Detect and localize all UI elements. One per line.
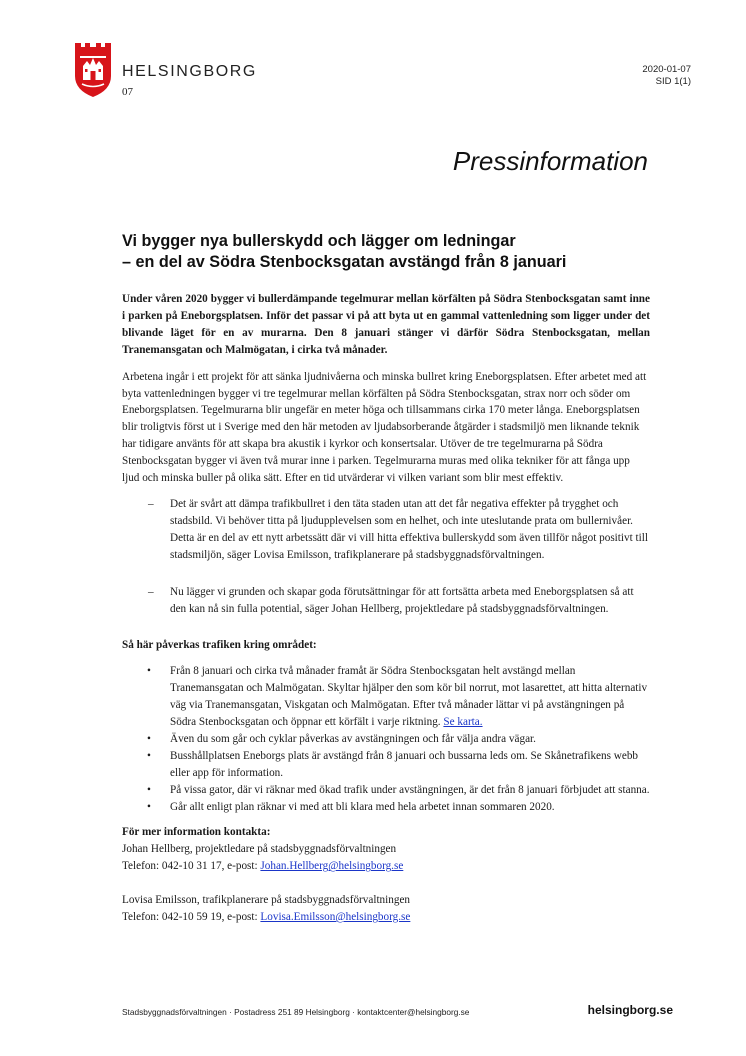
bullet-icon: •	[147, 732, 151, 745]
email-link[interactable]: Lovisa.Emilsson@helsingborg.se	[260, 911, 411, 924]
email-link[interactable]: Johan.Hellberg@helsingborg.se	[260, 860, 404, 873]
list-item-text: Går allt enligt plan räknar vi med att bli klara med hela arbetet innan sommaren 2020.	[170, 800, 555, 813]
traffic-list	[122, 663, 650, 815]
crest-icon	[74, 42, 112, 98]
list-item-text: Från 8 januari och cirka två månader framåt är Södra Stenbocksgatan helt avstängd mellan Tranemansgatan och Malmögatan. Skyltar hjälper den som kör bil norrut, mot lasarettet, att hitta alternativ väg via Tranemansgatan, Viskgatan och Malmögatan. Efter två månader lättar vi på avstängningen på Södra Stenbocksgatan och öppnar ett körfält i varje riktning.	[170, 665, 648, 729]
contact-name: Johan Hellberg, projektledare på stadsbyggnadsförvaltningen	[122, 843, 397, 856]
bullet-icon: •	[147, 665, 151, 678]
bullet-icon: •	[147, 783, 151, 796]
list-item-text: Även du som går och cyklar påverkas av avstängningen och får välja andra vägar.	[170, 732, 536, 745]
page-indicator: SID 1(1)	[655, 76, 691, 87]
headline-line-2: – en del av Södra Stenbocksgatan avstängd från 8 januari	[122, 253, 567, 271]
quote-dash: –	[148, 585, 154, 598]
quote-item	[122, 496, 650, 564]
contact-block	[122, 824, 650, 926]
quote-text: Nu lägger vi grunden och skapar goda förutsättningar för att fortsätta arbeta med Eneborgsplatsen så att den kan nå sin fulla potential, säger Johan Hellberg, projektledare på stadsbyggnadsförvaltningen.	[170, 585, 634, 615]
contact-phone-line	[122, 909, 650, 926]
list-item	[122, 731, 650, 748]
brand-name: HELSINGBORG	[122, 63, 257, 80]
contact-heading: För mer information kontakta:	[122, 826, 271, 839]
document-meta	[642, 64, 691, 88]
list-item-text: Busshållplatsen Eneborgs plats är avstängd från 8 januari och bussarna leds om. Se Skånetrafikens webb eller app för information.	[170, 749, 639, 779]
list-item	[122, 799, 650, 816]
lead-paragraph: Under våren 2020 bygger vi bullerdämpande tegelmurar mellan körfälten på Södra Stenbocksgatan samt inne i parken på Eneborgsplatsen. Inför det passar vi på att byta ut en gammal vattenledning som ligger under det blivande läget för en av murarna. Den 8 januari stänger vi därför Södra Stenbocksgatan, mellan Tranemansgatan och Malmögatan, i cirka två månader.	[122, 293, 650, 356]
list-item	[122, 663, 650, 731]
headline	[122, 231, 662, 273]
headline-line-1: Vi bygger nya bullerskydd och lägger om ledningar	[122, 232, 516, 250]
list-item	[122, 748, 650, 782]
contact-phone: Telefon: 042-10 59 19, e-post:	[122, 911, 261, 924]
quote-item	[122, 584, 650, 618]
city-crest-logo	[74, 42, 112, 98]
document-date: 2020-01-07	[642, 64, 691, 75]
contact-phone: Telefon: 042-10 31 17, e-post:	[122, 860, 261, 873]
article-body	[122, 291, 650, 926]
bullet-icon: •	[147, 749, 151, 762]
list-item	[122, 782, 650, 799]
quote-text: Det är svårt att dämpa trafikbullret i den täta staden utan att det får negativa effekter på trygghet och stadsbild. Vi behöver titta på ljudupplevelsen som en helhet, och inte uteslutande prata om bullernivåer. Detta är en del av ett nytt arbetssätt där vi vill hitta effektiva bullerskydd som även tillför något positivt till stadsmiljön, säger Lovisa Emilsson, trafikplanerare på stadsbyggnadsförvaltningen.	[170, 497, 648, 561]
quote-dash: –	[148, 497, 154, 510]
traffic-heading: Så här påverkas trafiken kring området:	[122, 639, 317, 652]
list-item-text: På vissa gator, där vi räknar med ökad trafik under avstängningen, är det från 8 januari förbjudet att stanna.	[170, 783, 650, 796]
map-link[interactable]: Se karta.	[443, 716, 483, 729]
contact-name: Lovisa Emilsson, trafikplanerare på stadsbyggnadsförvaltningen	[122, 894, 411, 907]
body-paragraph: Arbetena ingår i ett projekt för att sänka ljudnivåerna och minska bullret kring Eneborgsplatsen. Efter arbetet med att byta vattenledningen bygger vi tre tegelmurar mellan körfälten på Södra Stenbocksgatan, strax norr och söder om Eneborgsplatsen. Tegelmurarna blir ungefär en meter höga och tillsammans cirka 170 meter långa. Eneborgsplatsen blir troligtvis först ut i Sverige med den här metoden av ljudabsorberande åtgärder i stadsmiljö men liknande teknik har tidigare använts för att skapa bra akustik i kyrkor och konsertsalar. Utöver de tre tegelmurarna på Södra Stenbocksgatan bygger vi även två murar inne i parken. Tegelmurarna muras med olika tekniker för att fånga upp ljud och minska buller på olika sätt. Efter en tid utvärderar vi vilken variant som blir mest effektiv.	[122, 370, 647, 485]
footer-address: Stadsbyggnadsförvaltningen · Postadress 251 89 Helsingborg · kontaktcenter@helsingborg.se	[122, 1007, 470, 1017]
document-type: Pressinformation	[452, 146, 648, 176]
bullet-icon: •	[147, 800, 151, 813]
footer-site[interactable]: helsingborg.se	[587, 1003, 673, 1017]
brand-sub: 07	[122, 86, 133, 98]
contact-phone-line	[122, 858, 650, 875]
